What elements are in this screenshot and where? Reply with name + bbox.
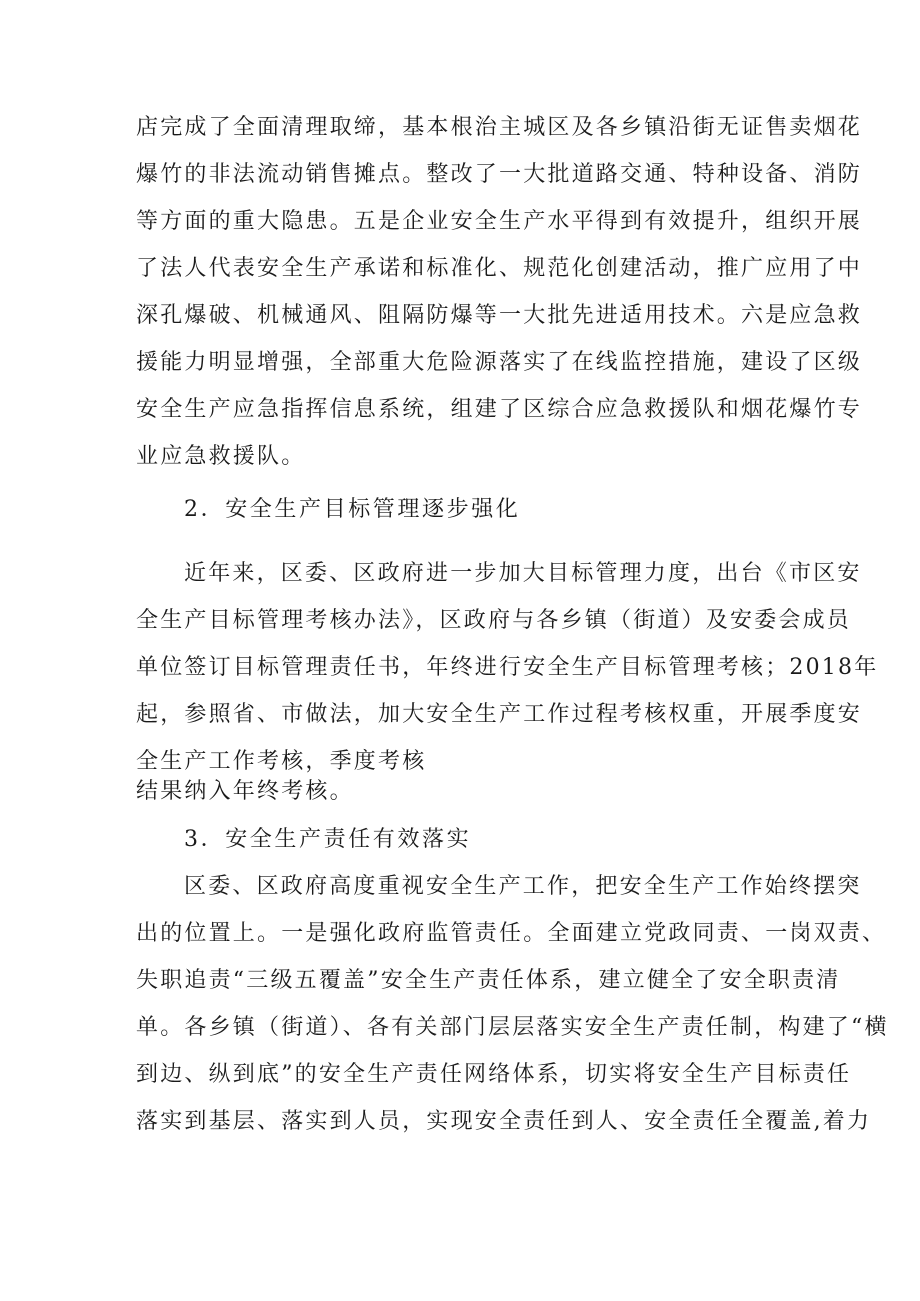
- text-line-21: 到边、纵到底”的安全生产责任网络体系，切实将安全生产目标责任: [136, 1062, 852, 1087]
- text-line-13: 起，参照省、市做法，加大安全生产工作过程考核权重，开展季度安: [136, 702, 863, 727]
- text-line-3: 等方面的重大隐患。五是企业安全生产水平得到有效提升，组织开展: [136, 209, 863, 234]
- section-heading-2: 2．安全生产目标管理逐步强化: [184, 497, 521, 522]
- text-line-12: 单位签订目标管理责任书，年终进行安全生产目标管理考核；2018年: [136, 655, 879, 680]
- text-line-6: 援能力明显增强，全部重大危险源落实了在线监控措施，建设了区级: [136, 350, 863, 375]
- text-line-4: 了法人代表安全生产承诺和标准化、规范化创建活动，推广应用了中: [136, 256, 863, 281]
- text-line-20: 单。各乡镇（街道）、各有关部门层层落实安全生产责任制，构建了“横: [136, 1015, 889, 1040]
- text-line-7: 安全生产应急指挥信息系统，组建了区综合应急救援队和烟花爆竹专: [136, 397, 863, 422]
- text-line-14: 全生产工作考核，季度考核: [136, 749, 427, 774]
- text-line-18: 出的位置上。一是强化政府监管责任。全面建立党政同责、一岗双责、: [136, 921, 887, 946]
- section-heading-3: 3．安全生产责任有效落实: [184, 827, 472, 852]
- text-line-8: 业应急救援队。: [136, 444, 306, 469]
- text-line-22: 落实到基层、落实到人员，实现安全责任到人、安全责任全覆盖,着力: [136, 1109, 872, 1134]
- text-line-5: 深孔爆破、机械通风、阻隔防爆等一大批先进适用技术。六是应急救: [136, 303, 863, 328]
- text-line-1: 店完成了全面清理取缔，基本根治主城区及各乡镇沿街无证售卖烟花: [136, 115, 863, 140]
- text-line-15: 结果纳入年终考核。: [136, 779, 354, 804]
- text-line-19: 失职追责“三级五覆盖”安全生产责任体系，建立健全了安全职责清: [136, 968, 841, 993]
- text-line-17: 区委、区政府高度重视安全生产工作，把安全生产工作始终摆突: [184, 874, 862, 899]
- text-line-2: 爆竹的非法流动销售摊点。整改了一大批道路交通、特种设备、消防: [136, 162, 863, 187]
- text-line-10: 近年来，区委、区政府进一步加大目标管理力度，出台《市区安: [184, 561, 862, 586]
- text-line-11: 全生产目标管理考核办法》，区政府与各乡镇（街道）及安委会成员: [136, 608, 852, 633]
